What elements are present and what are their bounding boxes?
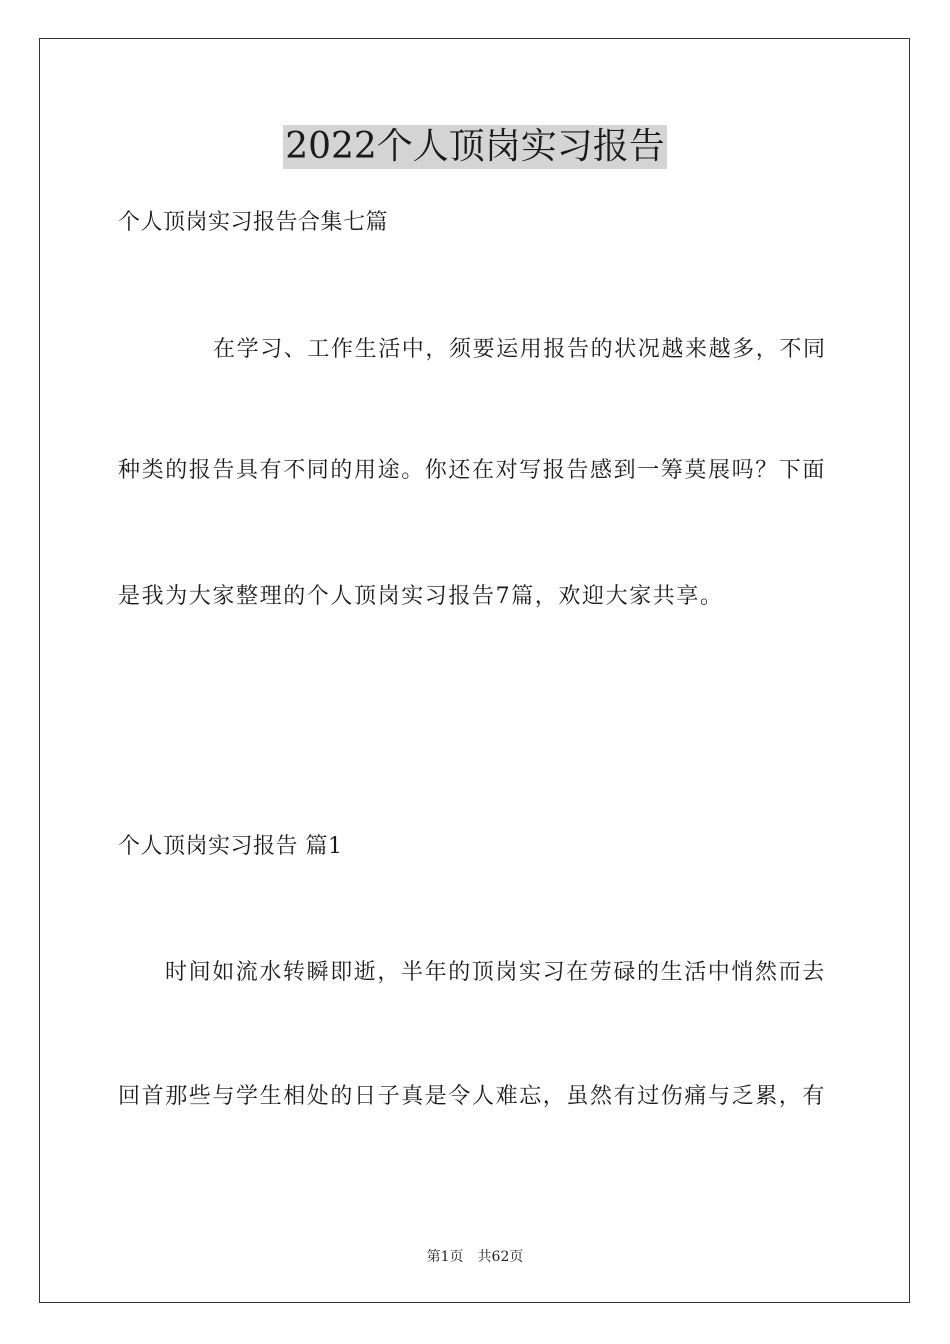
intro-paragraph-line-1: 在学习、工作生活中，须要运用报告的状况越来越多，不同 xyxy=(213,337,827,362)
intro-paragraph-line-3: 是我为大家整理的个人顶岗实习报告7篇，欢迎大家共享。 xyxy=(118,584,724,609)
section-heading: 个人顶岗实习报告 篇1 xyxy=(118,834,343,859)
document-title xyxy=(0,125,950,169)
section-paragraph-line-2: 回首那些与学生相处的日子真是令人难忘，虽然有过伤痛与乏累，有 xyxy=(118,1084,827,1109)
page-footer xyxy=(0,1248,950,1266)
page-number: 第1页 xyxy=(426,1249,464,1265)
section-paragraph-line-1: 时间如流水转瞬即逝，半年的顶岗实习在劳碌的生活中悄然而去 xyxy=(165,960,826,985)
document-title-text: 2022个人顶岗实习报告 xyxy=(285,126,665,167)
page-total: 共62页 xyxy=(477,1249,524,1265)
document-subtitle: 个人顶岗实习报告合集七篇 xyxy=(118,210,389,235)
intro-paragraph-line-2: 种类的报告具有不同的用途。你还在对写报告感到一筹莫展吗？下面 xyxy=(118,458,827,483)
